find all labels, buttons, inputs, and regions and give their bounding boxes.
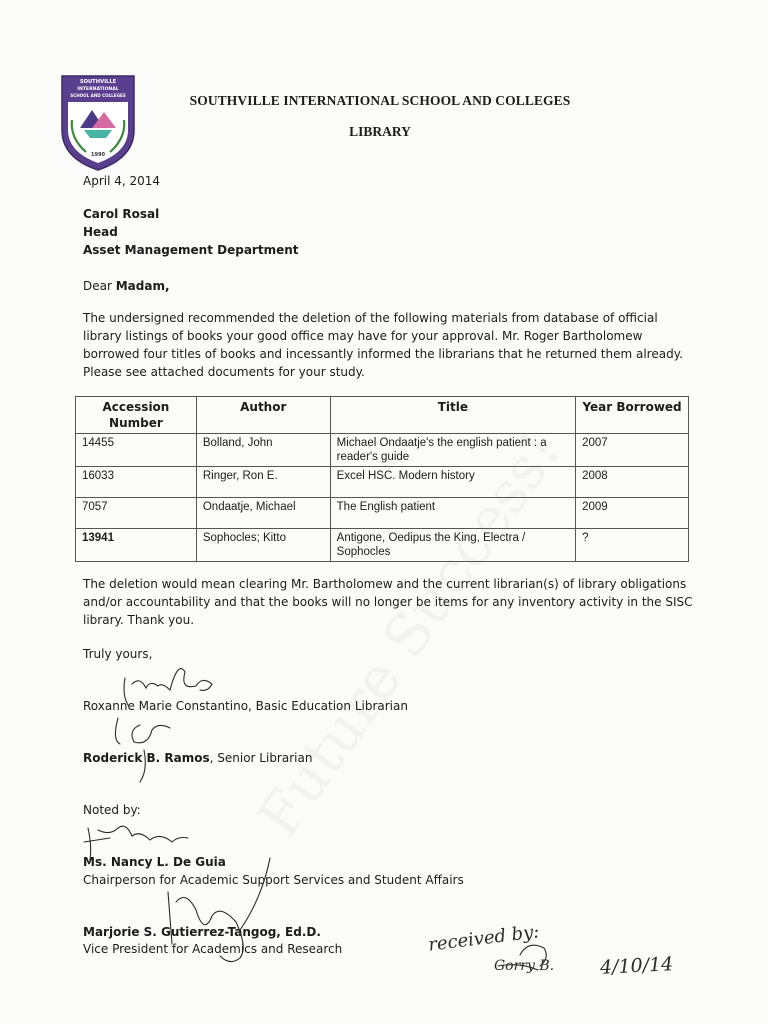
table-row (76, 498, 689, 529)
cell-title: Excel HSC. Modern history (330, 467, 575, 498)
school-name: SOUTHVILLE INTERNATIONAL SCHOOL AND COLLEGES (189, 93, 571, 108)
cell-year: 2008 (576, 467, 689, 498)
recipient-name: Carol Rosal (83, 207, 160, 221)
recipient-title: Head (83, 225, 118, 239)
body-paragraph-2: The deletion would mean clearing Mr. Bartholomew and the current librarian(s) of library obligations and/or accountability and that the books will no longer be items for any inventory activity in the SISC library. Thank you. (83, 577, 693, 627)
table-row (76, 529, 689, 562)
signatory-1-title: , Basic Education Librarian (248, 699, 408, 713)
signatory-1-name: Roxanne Marie Constantino (83, 699, 249, 713)
signatory-4-name: Marjorie S. Gutierrez-Tangog, Ed.D. (83, 925, 321, 939)
cell-title: Michael Ondaatje's the english patient : a reader's guide (330, 434, 575, 467)
cell-year: 2009 (576, 498, 689, 529)
cell-accession: 7057 (76, 498, 197, 529)
cell-accession: 16033 (76, 467, 197, 498)
materials-table (75, 396, 689, 562)
table-row (76, 434, 689, 467)
received-note (427, 921, 540, 955)
cell-accession: 14455 (76, 434, 197, 467)
signatory-2-title: , Senior Librarian (209, 751, 313, 765)
receiver-name: Gorry B. (494, 958, 555, 974)
cell-author: Bolland, John (196, 434, 330, 467)
logo-text-line-1: SOUTHVILLE (79, 79, 117, 85)
recipient-block (83, 205, 299, 259)
cell-year: ? (576, 529, 689, 562)
letter-date: April 4, 2014 (83, 174, 161, 188)
received-label: received by: (427, 921, 541, 956)
cell-author: Sophocles; Kitto (196, 529, 330, 562)
received-date: 4/10/14 (599, 953, 674, 979)
cell-year: 2007 (576, 434, 689, 467)
logo-year: 1990 (91, 152, 105, 158)
header-author: Author (196, 397, 330, 434)
recipient-department: Asset Management Department (83, 243, 299, 257)
body-paragraph-1: The undersigned recommended the deletion of the following materials from database of official library listings of books your good office may have for your approval. Mr. Roger Bartholomew borrowed four titles of books and incessantly informed the librarians that he returned them already. Please see attached documents for your study. (83, 311, 683, 379)
cell-title: The English patient (330, 498, 575, 529)
received-date-block (599, 953, 673, 979)
cell-title: Antigone, Oedipus the King, Electra / Sophocles (330, 529, 575, 562)
school-logo (58, 72, 138, 172)
noted-by-label: Noted by: (83, 803, 141, 817)
signatory-1 (83, 697, 408, 715)
table-header-row (76, 397, 689, 434)
logo-text-line-2: INTERNATIONAL (77, 87, 119, 92)
cell-accession: 13941 (76, 529, 197, 562)
header-title: Title (330, 397, 575, 434)
signatory-2 (83, 749, 312, 767)
header-year: Year Borrowed (576, 397, 689, 434)
table-row (76, 467, 689, 498)
logo-text-line-3: SCHOOL AND COLLEGES (70, 93, 126, 98)
salutation-name: Madam, (115, 279, 170, 293)
signatory-4-title: Vice President for Academics and Research (83, 942, 343, 956)
salutation (83, 277, 170, 295)
receiver-signature (494, 958, 554, 974)
signatory-2-name: Roderick B. Ramos (83, 751, 210, 765)
cell-author: Ringer, Ron E. (196, 467, 330, 498)
signatory-3-title: Chairperson for Academic Support Services and Student Affairs (83, 873, 464, 887)
signatory-3-name: Ms. Nancy L. De Guia (83, 855, 226, 869)
header-accession: Accession Number (76, 397, 197, 434)
department-title: LIBRARY (349, 124, 411, 139)
salutation-prefix: Dear (83, 279, 116, 293)
closing: Truly yours, (83, 647, 153, 661)
cell-author: Ondaatje, Michael (196, 498, 330, 529)
